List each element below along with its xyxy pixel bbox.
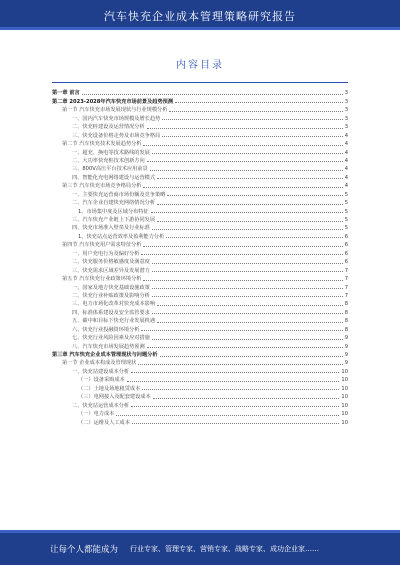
toc-entry-text: 第一节 汽车快充市场发展现状与行业规模分析	[62, 107, 168, 114]
toc-entry-text: 六、快充行业投融资环境分析	[72, 326, 140, 333]
toc-entry-text: 二、快充桩建设及运营情况分析	[72, 124, 145, 131]
toc-page-number: 7	[344, 284, 348, 291]
toc-entry[interactable]	[52, 181, 348, 189]
toc-page-number: 3	[344, 115, 348, 122]
footer-tagline: 让每个人都能成为	[50, 545, 119, 555]
toc-page-number: 10	[341, 411, 348, 418]
toc-page-number: 10	[341, 394, 348, 401]
toc-entry[interactable]	[52, 96, 348, 104]
toc-entry[interactable]	[52, 341, 348, 349]
toc-page-number: 3	[344, 90, 348, 97]
toc-page-number: 7	[344, 292, 348, 299]
toc-page-number: 8	[344, 318, 348, 325]
toc-entry-text: 七、快充行业风险因素及应对措施	[72, 335, 150, 342]
footer-accent-strip	[0, 530, 400, 533]
toc-dot-leader	[162, 119, 342, 120]
toc-page-number: 3	[344, 107, 348, 114]
toc-entry-text: （二）运维及人工成本	[78, 419, 130, 426]
toc-page-number: 5	[344, 225, 348, 232]
toc-page-number: 3	[344, 98, 348, 105]
toc-entry-text: 二、汽车企业自建快充网络情况分析	[72, 200, 156, 207]
toc-title: 内容目录	[176, 60, 224, 71]
toc-page-number: 3	[344, 124, 348, 131]
toc-dot-leader	[162, 136, 342, 137]
toc-entry[interactable]	[52, 164, 348, 172]
toc-entry-text: （二）土地及场地租赁成本	[78, 385, 141, 392]
toc-entry[interactable]	[52, 257, 348, 265]
toc-page-number: 7	[344, 267, 348, 274]
toc-dot-leader	[157, 178, 343, 179]
toc-dot-leader	[147, 347, 343, 348]
toc-page-number: 5	[344, 200, 348, 207]
toc-dot-leader	[153, 398, 340, 399]
toc-entry-text: （三）电网接入及配套建设成本	[78, 394, 151, 401]
toc-page-number: 9	[344, 335, 348, 342]
toc-entry-text: 三、汽车快充产业链上下游协同发展	[72, 217, 156, 223]
toc-dot-leader	[151, 212, 343, 213]
toc-entry[interactable]	[52, 375, 348, 383]
toc-entry-text: 三、800V高压平台技术应用前景	[72, 166, 148, 173]
toc-dot-leader	[132, 423, 340, 424]
toc-entry[interactable]	[52, 130, 348, 138]
toc-page-number: 9	[344, 352, 348, 358]
toc-page-number: 5	[344, 217, 348, 223]
toc-entry[interactable]	[52, 324, 348, 332]
toc-entry-text: 四、标准体系建设及安全监管要求	[72, 309, 150, 316]
toc-entry-text: 第一章 前言	[52, 90, 80, 97]
toc-entry[interactable]	[52, 383, 348, 391]
toc-dot-leader	[157, 305, 343, 306]
report-footer	[0, 533, 400, 565]
toc-entry-text: 一、超充、换电等技术路线的发展	[72, 149, 150, 156]
toc-dot-leader	[157, 204, 343, 205]
toc-dot-leader	[142, 389, 339, 390]
toc-page-number: 4	[344, 132, 348, 139]
toc-page-number: 4	[344, 141, 348, 148]
toc-page-number: 4	[344, 166, 348, 173]
toc-page-number: 10	[341, 419, 348, 426]
toc-entry-text: 二、快充服务价格敏感度及满意度	[72, 259, 150, 266]
toc-entry[interactable]	[52, 366, 348, 374]
toc-dot-leader	[169, 111, 342, 112]
toc-entry-text: （一）电力成本	[78, 411, 115, 418]
toc-page-number: 4	[344, 183, 348, 190]
toc-page-number: 8	[344, 309, 348, 316]
toc-entry[interactable]	[52, 231, 348, 239]
toc-entry[interactable]	[52, 307, 348, 315]
toc-entry-text: 三、快充需求区域差异及发展潜力	[72, 267, 150, 274]
toc-entry[interactable]	[52, 291, 348, 299]
toc-entry-text: 第二节 汽车快充技术发展趋势分析	[62, 141, 142, 148]
toc-entry-text: 四、智能化充电网络建设与运营模式	[72, 174, 156, 181]
toc-entry[interactable]	[52, 105, 348, 113]
toc-entry-text: 四、快充市场准入壁垒及行业标准	[72, 225, 150, 232]
toc-entry[interactable]	[52, 206, 348, 214]
toc-entry[interactable]	[52, 316, 348, 324]
toc-dot-leader	[82, 94, 343, 95]
toc-entry-text: 一、国家及地方快充基础设施政策	[72, 284, 150, 291]
toc-entry-text: 一、用户充电行为及偏好分析	[72, 250, 140, 257]
toc-dot-leader	[157, 322, 343, 323]
table-of-contents	[52, 88, 348, 426]
toc-dot-leader	[152, 153, 343, 154]
toc-dot-leader	[141, 254, 342, 255]
toc-entry[interactable]	[52, 282, 348, 290]
toc-page-number: 6	[344, 242, 348, 249]
toc-entry[interactable]	[52, 409, 348, 417]
toc-entry-text: 第三节 汽车快充市场竞争格局分析	[62, 183, 142, 190]
toc-entry[interactable]	[52, 113, 348, 121]
toc-dot-leader	[157, 221, 343, 222]
toc-entry-text: 第三章 汽车快充企业成本管理现状与问题分析	[52, 352, 158, 358]
toc-page-number: 10	[341, 368, 348, 375]
toc-page-number: 10	[341, 385, 348, 392]
toc-entry-text: 一、主要快充运营商市场份额及竞争策略	[72, 191, 166, 198]
toc-dot-leader	[143, 246, 342, 247]
toc-entry[interactable]	[52, 88, 348, 96]
toc-dot-leader	[166, 237, 342, 238]
toc-entry[interactable]	[52, 147, 348, 155]
toc-entry[interactable]	[52, 265, 348, 273]
toc-page-number: 10	[341, 402, 348, 409]
toc-dot-leader	[147, 128, 343, 129]
toc-page-number: 7	[344, 276, 348, 283]
toc-dot-leader	[143, 187, 342, 188]
toc-dot-leader	[152, 229, 343, 230]
toc-page-number: 6	[344, 250, 348, 257]
toc-entry-text: 一、快充站建设成本分析	[72, 368, 130, 375]
toc-entry[interactable]	[52, 274, 348, 282]
toc-dot-leader	[152, 271, 343, 272]
toc-entry[interactable]	[52, 172, 348, 180]
toc-divider	[52, 82, 348, 83]
toc-dot-leader	[152, 263, 343, 264]
toc-entry-text: 1、快充站点运营效率及盈利能力分析	[78, 233, 165, 240]
toc-entry-text: 二、快充站运营成本分析	[72, 402, 130, 409]
toc-entry[interactable]	[52, 198, 348, 206]
toc-entry-text: 第一节 企业成本构成及管理现状	[62, 360, 137, 367]
toc-entry-text: 八、汽车快充市场发展趋势预测	[72, 343, 145, 350]
toc-entry-text: 第五节 汽车快充行业政策环境分析	[62, 276, 142, 283]
toc-entry[interactable]	[52, 240, 348, 248]
toc-dot-leader	[150, 170, 343, 171]
toc-dot-leader	[143, 280, 342, 281]
toc-entry[interactable]	[52, 350, 348, 358]
toc-entry[interactable]	[52, 189, 348, 197]
toc-page-number: 6	[344, 233, 348, 240]
toc-dot-leader	[127, 381, 340, 382]
toc-entry-text: 二、快充行业补贴政策及影响分析	[72, 292, 150, 299]
toc-dot-leader	[147, 161, 343, 162]
toc-dot-leader	[152, 339, 343, 340]
toc-page-number: 9	[344, 343, 348, 350]
toc-entry-text: 三、电力市场化改革对快充成本影响	[72, 301, 156, 308]
toc-page-number: 4	[344, 149, 348, 156]
toc-page-number: 9	[344, 360, 348, 367]
toc-entry[interactable]	[52, 156, 348, 164]
toc-page-number: 5	[344, 208, 348, 215]
toc-entry[interactable]	[52, 139, 348, 147]
toc-dot-leader	[131, 406, 339, 407]
toc-page-number: 4	[344, 174, 348, 181]
toc-dot-leader	[152, 288, 343, 289]
toc-entry[interactable]	[52, 333, 348, 341]
toc-page-number: 6	[344, 259, 348, 266]
toc-entry[interactable]	[52, 248, 348, 256]
toc-dot-leader	[152, 296, 343, 297]
toc-page-number: 5	[344, 191, 348, 198]
toc-dot-leader	[116, 415, 339, 416]
header-accent-strip	[0, 27, 400, 30]
toc-entry[interactable]	[52, 223, 348, 231]
toc-page-number: 10	[341, 377, 348, 384]
toc-entry-text: （一）设备采购成本	[78, 377, 125, 384]
toc-dot-leader	[143, 145, 342, 146]
toc-entry[interactable]	[52, 122, 348, 130]
toc-entry-text: 二、大功率快充桩技术创新方向	[72, 157, 145, 164]
toc-entry[interactable]	[52, 299, 348, 307]
toc-entry-text: 三、快充设备价格走势及市场竞争格局	[72, 132, 161, 139]
toc-page-number: 4	[344, 157, 348, 164]
toc-entry-text: 第四节 汽车快充用户需求特征分析	[62, 242, 142, 249]
toc-entry[interactable]	[52, 400, 348, 408]
toc-entry[interactable]	[52, 215, 348, 223]
toc-dot-leader	[175, 102, 343, 103]
toc-entry-text: 第二章 2023-2028年汽车快充市场前景及趋势预测	[52, 98, 174, 105]
toc-page-number: 8	[344, 301, 348, 308]
toc-entry[interactable]	[52, 392, 348, 400]
toc-dot-leader	[160, 356, 343, 357]
toc-entry-text: 五、碳中和目标下快充行业发展机遇	[72, 318, 156, 325]
toc-dot-leader	[167, 195, 342, 196]
toc-entry-text: 一、国内汽车快充市场规模及增长趋势	[72, 115, 161, 122]
toc-entry[interactable]	[52, 417, 348, 425]
toc-entry-text: 1、市场集中度及区域分布特征	[78, 208, 149, 215]
toc-dot-leader	[141, 330, 342, 331]
toc-entry[interactable]	[52, 358, 348, 366]
toc-page-number: 8	[344, 326, 348, 333]
report-header	[0, 0, 400, 30]
footer-services: 行业专家、管理专家、营销专家、战略专家、成功企业家……	[130, 545, 319, 553]
report-title: 汽车快充企业成本管理策略研究报告	[104, 10, 296, 23]
toc-dot-leader	[131, 372, 339, 373]
toc-dot-leader	[138, 364, 342, 365]
toc-dot-leader	[152, 313, 343, 314]
